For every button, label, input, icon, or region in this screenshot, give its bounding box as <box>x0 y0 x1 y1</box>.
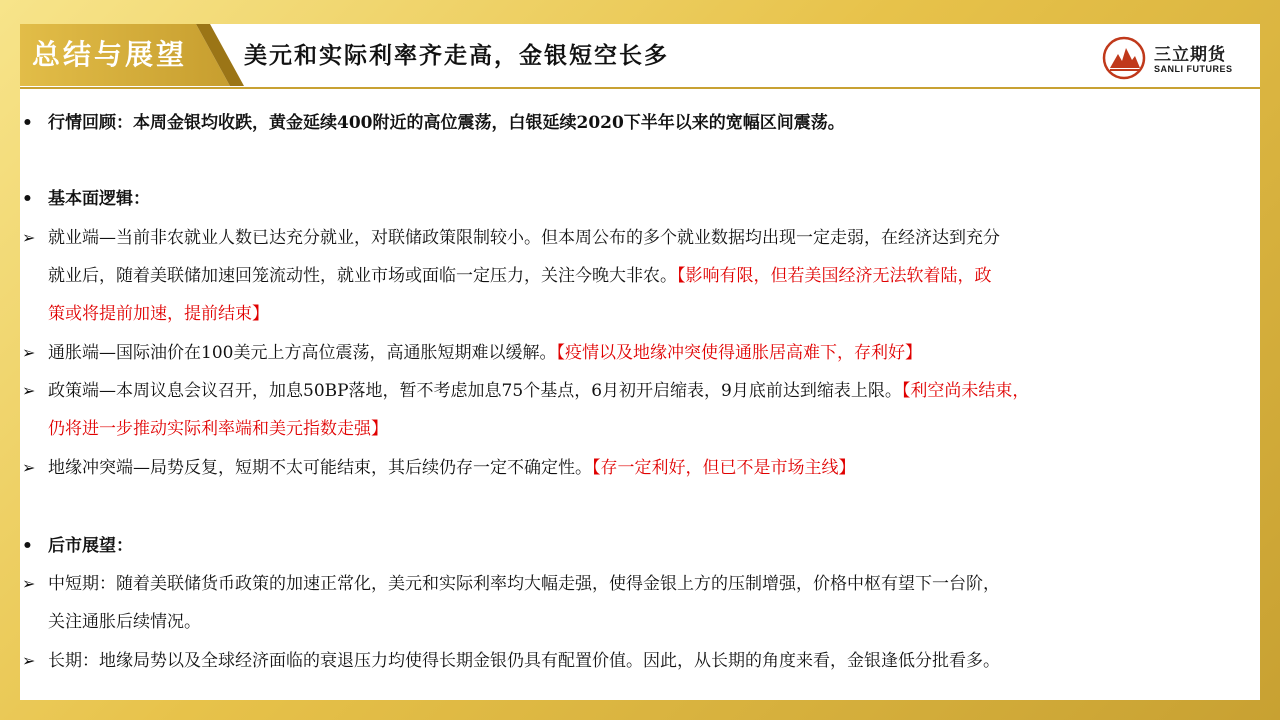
mid-short-text-1: 中短期：随着美联储货币政策的加速正常化，美元和实际利率均大幅走强，使得金银上方的压制增强，价格中枢有望下一台阶， <box>48 574 1000 594</box>
arrow-bullet-icon: ➢ <box>22 574 36 593</box>
geopolitics-highlight: 【存一定利好，但已不是市场主线】 <box>592 458 856 478</box>
bullet-icon: • <box>22 189 33 209</box>
policy-text: 政策端—本周议息会议召开，加息50BP落地，暂不考虑加息75个基点，6月初开启缩表，9月底前达到缩表上限。 <box>48 381 902 401</box>
geopolitics-text-wrap <box>48 453 856 483</box>
fundamentals-heading: 基本面逻辑： <box>48 189 150 209</box>
arrow-bullet-icon: ➢ <box>22 651 36 670</box>
market-review-text: 行情回顾：本周金银均收跌，黄金延续400附近的高位震荡，白银延续2020下半年以来的宽幅区间震荡。 <box>48 113 845 133</box>
arrow-bullet-icon: ➢ <box>22 458 36 477</box>
employment-line-1 <box>20 223 1260 253</box>
employment-highlight-2: 策或将提前加速，提前结束】 <box>48 304 269 324</box>
section-tab <box>20 24 252 86</box>
employment-line-2 <box>20 261 1260 291</box>
slide <box>20 24 1260 700</box>
arrow-bullet-icon: ➢ <box>22 228 36 247</box>
employment-text-2-wrap <box>48 261 992 291</box>
policy-text-wrap <box>48 376 1029 406</box>
policy-highlight-2: 仍将进一步推动实际利率端和美元指数走强】 <box>48 419 388 439</box>
inflation-highlight: 【疫情以及地缘冲突使得通胀居高难下，存利好】 <box>556 343 922 363</box>
company-logo <box>1102 36 1252 80</box>
slide-header <box>20 24 1260 86</box>
header-divider <box>20 87 1260 89</box>
policy-line-2 <box>20 414 1260 444</box>
mid-short-text-2: 关注通胀后续情况。 <box>48 612 201 632</box>
outlook-heading: 后市展望： <box>48 536 133 556</box>
logo-text-cn: 三立期货 <box>1154 45 1226 65</box>
arrow-bullet-icon: ➢ <box>22 381 36 400</box>
geopolitics-text: 地缘冲突端—局势反复，短期不太可能结束，其后续仍存一定不确定性。 <box>48 458 592 478</box>
mid-short-line-2 <box>20 607 1260 637</box>
long-term-text: 长期：地缘局势以及全球经济面临的衰退压力均使得长期金银仍具有配置价值。因此，从长期的角度来看，金银逢低分批看多。 <box>48 651 1000 671</box>
inflation-text: 通胀端—国际油价在100美元上方高位震荡，高通胀短期难以缓解。 <box>48 343 557 363</box>
long-term-line <box>20 646 1260 676</box>
mid-short-line-1 <box>20 569 1260 599</box>
policy-highlight-1: 【利空尚未结束， <box>901 381 1030 401</box>
employment-highlight-1: 【影响有限，但若美国经济无法软着陆，政 <box>677 266 992 286</box>
inflation-text-wrap <box>48 338 922 368</box>
fundamentals-heading-item <box>20 184 1260 214</box>
mountain-logo-icon <box>1102 36 1146 80</box>
market-review-item <box>20 108 1260 138</box>
slide-title: 美元和实际利率齐走高，金银短空长多 <box>244 42 669 69</box>
employment-text-2: 就业后，随着美联储加速回笼流动性，就业市场或面临一定压力，关注今晚大非农。 <box>48 266 677 286</box>
outlook-heading-item <box>20 531 1260 561</box>
policy-line-1 <box>20 376 1260 406</box>
employment-line-3 <box>20 299 1260 329</box>
geopolitics-line <box>20 453 1260 483</box>
employment-text-1: 就业端—当前非农就业人数已达充分就业，对联储政策限制较小。但本周公布的多个就业数据均出现一定走弱，在经济达到充分 <box>48 228 1000 248</box>
inflation-line <box>20 338 1260 368</box>
bullet-icon: • <box>22 536 33 556</box>
bullet-icon: • <box>22 113 33 133</box>
logo-text-en: SANLI FUTURES <box>1154 64 1233 74</box>
section-tab-label: 总结与展望 <box>32 38 188 71</box>
arrow-bullet-icon: ➢ <box>22 343 36 362</box>
